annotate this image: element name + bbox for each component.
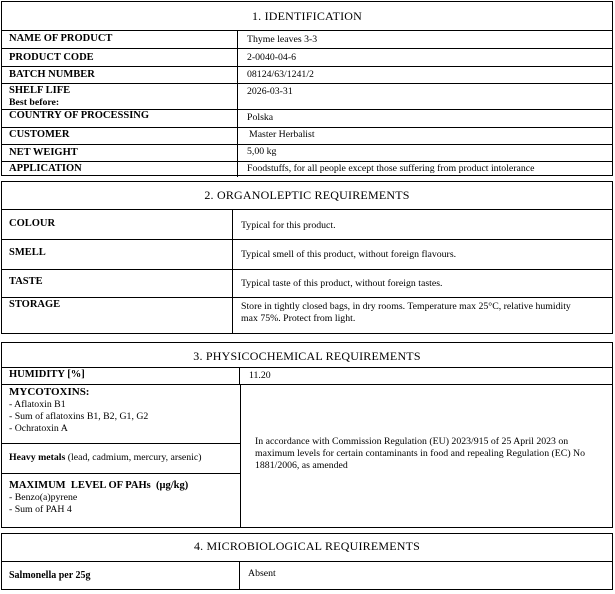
heavy-metals-cell — [2, 443, 240, 473]
shelf-life-value: 2026-03-31 — [247, 86, 293, 97]
storage-value: Store in tightly closed bags, in dry rooms. Temperature max 25°C, relative humidity max 75%. Protect from light. — [241, 301, 571, 324]
humidity-value: 11.20 — [249, 370, 271, 381]
identification-title: 1. IDENTIFICATION — [251, 9, 363, 23]
table-row — [2, 66, 612, 83]
smell-label: SMELL — [2, 240, 233, 269]
taste-label: TASTE — [2, 270, 233, 297]
application-value: Foodstuffs, for all people except those suffering from product intolerance — [247, 163, 535, 174]
table-row — [2, 83, 612, 109]
batch-number-value: 08124/63/1241/2 — [247, 69, 314, 80]
customer-value: Master Herbalist — [249, 129, 315, 140]
table-row — [2, 269, 612, 297]
colour-value: Typical for this product. — [241, 220, 336, 231]
salmonella-label: Salmonella per 25g — [2, 562, 240, 590]
product-code-label: PRODUCT CODE — [2, 49, 238, 66]
pah-item: - Sum of PAH 4 — [9, 504, 72, 515]
mycotoxins-label: MYCOTOXINS: — [9, 386, 90, 398]
shelf-life-title: SHELF LIFE — [9, 85, 71, 96]
taste-value: Typical taste of this product, without foreign tastes. — [241, 278, 443, 289]
heavy-metals-list: (lead, cadmium, mercury, arsenic) — [65, 452, 202, 463]
organoleptic-section — [1, 181, 613, 334]
pah-cell — [2, 473, 240, 529]
pah-item: - Benzo(a)pyrene — [9, 492, 78, 503]
mycotoxin-item: - Aflatoxin B1 — [9, 399, 66, 410]
table-row — [2, 367, 612, 384]
heavy-metals-label: Heavy metals — [9, 452, 66, 463]
table-row — [2, 127, 612, 144]
table-row — [2, 239, 612, 269]
country-label: COUNTRY OF PROCESSING — [2, 110, 238, 127]
table-row — [2, 561, 612, 590]
table-row — [2, 109, 612, 127]
identification-section — [1, 1, 613, 176]
microbiological-section — [1, 533, 613, 590]
pah-label: MAXIMUM LEVEL OF PAHs (μg/kg) — [9, 480, 189, 491]
physicochemical-title: 3. PHYSICOCHEMICAL REQUIREMENTS — [193, 349, 421, 363]
country-value: Polska — [247, 112, 274, 123]
best-before-label: Best before: — [9, 97, 60, 108]
table-row — [2, 297, 612, 334]
contaminants-block — [2, 384, 612, 528]
application-label: APPLICATION — [2, 162, 238, 177]
organoleptic-title: 2. ORGANOLEPTIC REQUIREMENTS — [204, 188, 410, 202]
table-row — [2, 48, 612, 66]
table-row — [2, 209, 612, 239]
table-row — [2, 161, 612, 177]
column-divider — [240, 385, 241, 528]
batch-number-label: BATCH NUMBER — [2, 67, 238, 83]
colour-label: COLOUR — [2, 210, 233, 239]
name-of-product-value: Thyme leaves 3-3 — [247, 34, 318, 45]
physicochemical-section — [1, 342, 613, 528]
salmonella-value: Absent — [248, 568, 276, 579]
name-of-product-label: NAME OF PRODUCT — [2, 31, 238, 48]
table-row — [2, 144, 612, 161]
table-row — [2, 30, 612, 48]
microbiological-title: 4. MICROBIOLOGICAL REQUIREMENTS — [193, 539, 421, 553]
regulation-text: In accordance with Commission Regulation (EU) 2023/915 of 25 April 2023 on maximum levels for certain contaminants in food and repealing Regulation (EC) No 1881/2006, as amended — [255, 436, 586, 471]
customer-label: CUSTOMER — [2, 128, 238, 144]
storage-label: STORAGE — [2, 298, 233, 334]
mycotoxins-cell — [2, 385, 240, 443]
smell-value: Typical smell of this product, without foreign flavours. — [241, 249, 457, 260]
product-code-value: 2-0040-04-6 — [247, 52, 296, 63]
mycotoxin-item: - Sum of aflatoxins B1, B2, G1, G2 — [9, 411, 149, 422]
net-weight-value: 5,00 kg — [247, 146, 277, 157]
humidity-label: HUMIDITY [%] — [2, 368, 240, 384]
mycotoxin-item: - Ochratoxin A — [9, 423, 68, 434]
shelf-life-label — [2, 84, 238, 109]
net-weight-label: NET WEIGHT — [2, 145, 238, 161]
